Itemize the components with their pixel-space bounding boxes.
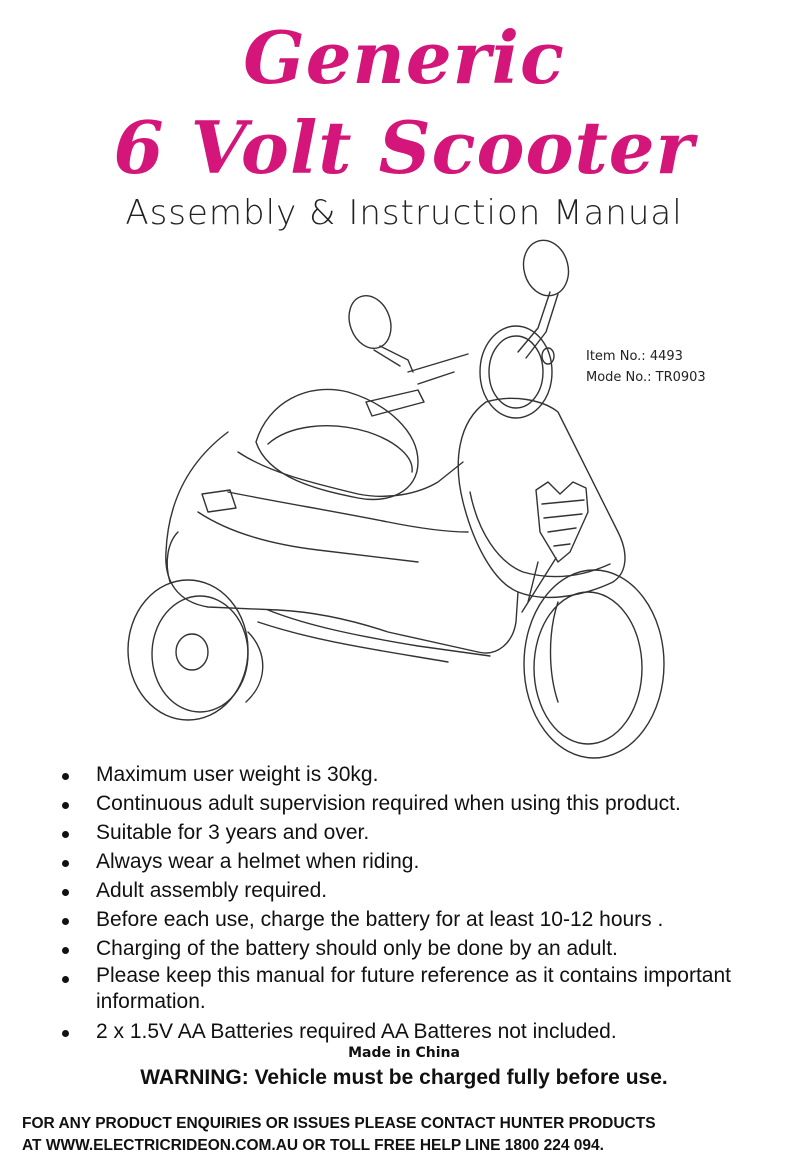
- item-number: Item No.: 4493: [586, 349, 683, 364]
- contact-line-1: FOR ANY PRODUCT ENQUIRIES OR ISSUES PLEASE CONTACT HUNTER PRODUCTS: [22, 1115, 656, 1132]
- bullet-icon: [62, 773, 69, 780]
- bullet-icon: [62, 802, 69, 809]
- list-item: 2 x 1.5V AA Batteries required AA Batteres not included.: [62, 1017, 792, 1046]
- bullet-icon: [62, 831, 69, 838]
- contact-info: [22, 1113, 802, 1157]
- manual-subtitle: Assembly & Instruction Manual: [125, 193, 683, 233]
- mode-number: Mode No.: TR0903: [586, 370, 706, 385]
- made-in-label: Made in China: [348, 1045, 460, 1061]
- list-item: Charging of the battery should only be done by an adult.: [62, 934, 792, 963]
- title-product-name: 6 Volt Scooter: [113, 105, 695, 190]
- bullet-icon: [62, 889, 69, 896]
- item-info: [586, 346, 706, 388]
- list-item: Always wear a helmet when riding.: [62, 847, 792, 876]
- list-item: Suitable for 3 years and over.: [62, 818, 792, 847]
- bullet-icon: [62, 918, 69, 925]
- list-item: Adult assembly required.: [62, 876, 792, 905]
- bullet-icon: [62, 947, 69, 954]
- bullet-icon: [62, 860, 69, 867]
- bullet-icon: [62, 976, 69, 983]
- charging-warning: WARNING: Vehicle must be charged fully before use.: [140, 1066, 668, 1089]
- list-item: Before each use, charge the battery for at least 10-12 hours .: [62, 905, 792, 934]
- list-item: Please keep this manual for future reference as it contains important information.: [62, 963, 792, 1015]
- list-item: Maximum user weight is 30kg.: [62, 760, 792, 789]
- list-item: Continuous adult supervision required when using this product.: [62, 789, 792, 818]
- safety-bullet-list: [62, 760, 792, 1046]
- scooter-line-drawing-icon: [118, 232, 678, 762]
- contact-line-2: AT WWW.ELECTRICRIDEON.COM.AU OR TOLL FREE HELP LINE 1800 224 094.: [22, 1137, 604, 1154]
- title-generic: Generic: [243, 15, 565, 100]
- bullet-icon: [62, 1030, 69, 1037]
